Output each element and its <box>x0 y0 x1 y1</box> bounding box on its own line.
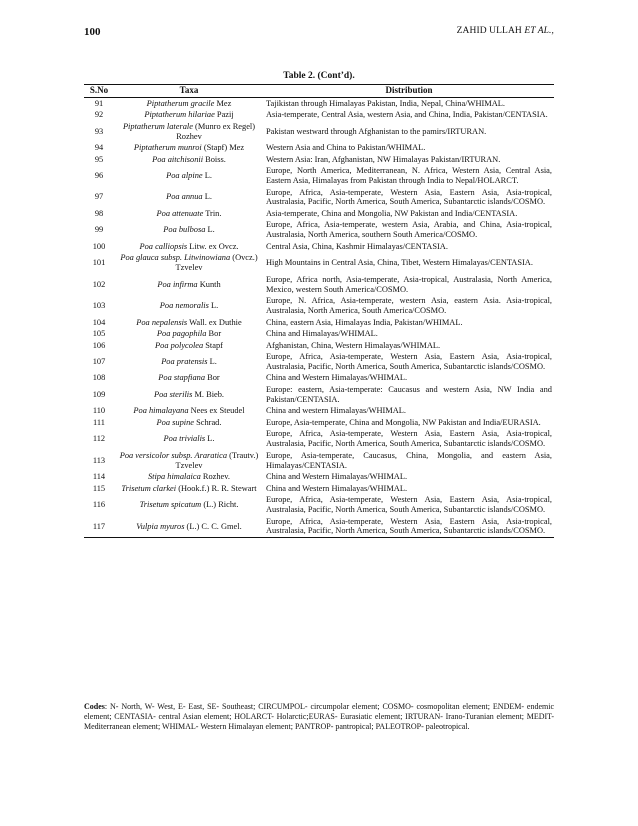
taxon-binomial: Poa himalayana <box>133 406 189 416</box>
taxon-name <box>114 154 264 166</box>
codes-text: : N- North, W- West, E- East, SE- Southeast; CIRCUMPOL- circumpolar element; COSMO- cosmopolitan element; ENDEM- endemic element; CENTASIA- central Asian element; HOLARCT- Holarctic;EURAS- Eurasiatic element; IRTURAN- Irano-Turanian element; MEDIT- Mediterranean element; WHIMAL- Western Himalayan element; PANTROP- pantropical; PALEOTROP- paleotropical. <box>84 702 554 731</box>
table-row <box>84 483 554 495</box>
taxon-name <box>114 483 264 495</box>
row-number: 109 <box>92 389 106 399</box>
row-number: 97 <box>94 192 104 202</box>
row-number: 108 <box>92 373 106 383</box>
table-row <box>84 154 554 166</box>
table-row <box>84 241 554 253</box>
row-number: 117 <box>84 516 114 538</box>
distribution-text: China and western Himalayas/WHIMAL. <box>266 406 407 416</box>
table-row <box>84 97 554 109</box>
row-number: 93 <box>94 126 104 136</box>
taxon-author: Mez <box>214 98 232 108</box>
taxon-name <box>114 406 264 418</box>
row-number: 114 <box>92 472 106 482</box>
taxon-name <box>114 142 264 154</box>
column-header-taxa: Taxa <box>114 85 264 98</box>
row-number: 107 <box>92 357 106 366</box>
taxon-author: Bor <box>205 373 220 383</box>
table-row <box>84 295 554 316</box>
table-row <box>84 384 554 405</box>
taxon-name <box>114 165 264 186</box>
table-row <box>84 220 554 241</box>
taxon-author: Nees ex Steudel <box>188 406 245 416</box>
table-row <box>84 471 554 483</box>
row-number: 96 <box>94 171 104 181</box>
distribution-text: Western Asia and China to Pakistan/WHIMAL. <box>266 143 426 153</box>
page-number: 100 <box>84 26 101 38</box>
distribution-text: Europe, Africa, Asia-temperate, Western Asia, Eastern Asia, Asia-tropical, Australasia, Pacific, North America, South America, Subantarctic islands/COSMO. <box>266 187 552 207</box>
taxon-binomial: Poa nemoralis <box>159 301 209 311</box>
taxon-author: Wall. ex Duthie <box>187 317 242 327</box>
taxon-author: (Ovcz.) Tzvelev <box>175 253 258 273</box>
taxon-author: Stapf <box>203 340 223 350</box>
distribution-text: Asia-temperate, Central Asia, western Asia, and China, India, Pakistan/CENTASIA. <box>266 110 548 120</box>
taxon-binomial: Stipa himalaica <box>147 472 201 482</box>
table-row <box>84 121 554 142</box>
table-row <box>84 373 554 385</box>
row-number: 113 <box>92 455 106 465</box>
distribution-text: Europe, Africa, Asia-temperate, Western Asia, Eastern Asia, Asia-tropical, Australasia, Pacific, North America, South America, Subantarctic islands/COSMO. <box>266 429 552 449</box>
row-number: 99 <box>94 225 104 235</box>
taxon-name <box>114 471 264 483</box>
taxon-name <box>114 109 264 121</box>
table-row <box>84 450 554 471</box>
table-row <box>84 274 554 295</box>
taxon-binomial: Poa attenuate <box>156 208 204 218</box>
taxon-name <box>114 494 264 515</box>
row-number: 112 <box>92 434 106 444</box>
table-row <box>84 516 554 538</box>
distribution-text: Central Asia, China, Kashmir Himalayas/CENTASIA. <box>266 241 448 251</box>
distribution-text: Europe: eastern, Asia-temperate: Caucasus and western Asia, NW India and Pakistan/CENTASIA. <box>266 384 552 404</box>
taxon-author: L. <box>207 357 217 366</box>
taxon-binomial: Poa annua <box>166 192 203 202</box>
taxon-name <box>114 516 264 538</box>
taxon-author: Boiss. <box>203 154 226 164</box>
taxon-name <box>114 417 264 429</box>
taxon-binomial: Piptatherum laterale <box>122 121 193 131</box>
taxon-name <box>114 351 264 372</box>
taxon-author: Kunth <box>197 279 221 289</box>
distribution-text: China and Western Himalayas/WHIMAL. <box>266 472 408 482</box>
distribution-text: China and Himalayas/WHIMAL. <box>266 329 378 339</box>
row-number: 98 <box>94 208 104 218</box>
taxon-name <box>114 208 264 220</box>
taxon-binomial: Poa nepalensis <box>136 317 188 327</box>
taxon-name <box>114 241 264 253</box>
taxon-name <box>114 384 264 405</box>
taxon-author: (Hook.f.) R. R. Stewart <box>176 483 257 493</box>
taxon-binomial: Poa sterilis <box>153 389 193 399</box>
row-number: 110 <box>92 406 106 416</box>
taxon-author: L. <box>205 225 215 235</box>
distribution-text: Europe, Africa, Asia-temperate, western Asia, Arabia, and China, Asia-tropical, Australasia, North America, southern South America/COSMO. <box>266 220 552 240</box>
taxon-name <box>114 295 264 316</box>
distribution-text: Europe, N. Africa, Asia-temperate, western Asia, eastern Asia. Asia-tropical, Australasia, North America, South America/COSMO. <box>266 296 552 316</box>
table-row <box>84 187 554 208</box>
row-number: 102 <box>92 279 106 289</box>
taxon-author: L. <box>208 301 219 311</box>
taxon-author: (Stapf) Mez <box>201 143 245 153</box>
table-row <box>84 328 554 340</box>
taxon-author: Trin. <box>203 208 222 218</box>
taxon-binomial: Poa pratensis <box>161 357 208 366</box>
taxon-binomial: Piptatherum hilariae <box>144 110 215 120</box>
taxon-author: (Trautv.) Tzvelev <box>175 450 259 470</box>
taxon-name <box>114 450 264 471</box>
column-header-distribution: Distribution <box>264 85 554 98</box>
codes-label: Codes <box>84 702 105 711</box>
row-number: 106 <box>92 340 106 350</box>
table-row <box>84 317 554 329</box>
distribution-text: Europe, Asia-temperate, Caucasus, China, Mongolia, and eastern Asia, Himalayas/CENTASIA. <box>266 450 552 470</box>
taxon-author: Pazij <box>214 110 234 120</box>
taxon-name <box>114 274 264 295</box>
distribution-text: China and Western Himalayas/WHIMAL. <box>266 483 408 493</box>
taxon-name <box>114 340 264 352</box>
table-row <box>84 417 554 429</box>
distribution-text: Europe, Asia-temperate, China and Mongolia, NW Pakistan and India/EURASIA. <box>266 417 541 427</box>
table-row <box>84 494 554 515</box>
distribution-text: Tajikistan through Himalayas Pakistan, India, Nepal, China/WHIMAL. <box>266 98 505 108</box>
taxon-author: L. <box>205 434 215 444</box>
row-number: 94 <box>94 143 104 153</box>
taxon-name <box>114 373 264 385</box>
taxon-binomial: Trisetum clarkei <box>121 483 177 493</box>
table-body <box>84 97 554 537</box>
table-row <box>84 142 554 154</box>
distribution-text: Western Asia: Iran, Afghanistan, NW Himalayas Pakistan/IRTURAN. <box>266 154 501 164</box>
table-row <box>84 109 554 121</box>
taxon-binomial: Poa glauca subsp. Litwinowiana <box>120 253 231 263</box>
taxon-name <box>114 253 264 274</box>
taxon-binomial: Poa infirma <box>157 279 198 289</box>
codes-footnote <box>84 702 554 732</box>
distribution-text: Afghanistan, China, Western Himalayas/WHIMAL. <box>266 340 441 350</box>
distribution-table-section <box>84 70 554 538</box>
taxon-binomial: Poa calliopsis <box>139 241 188 251</box>
taxon-name <box>114 317 264 329</box>
row-number: 92 <box>94 110 104 120</box>
distribution-text: Europe, North America, Mediterranean, N. Africa, Western Asia, Central Asia, Eastern Asia, Himalayas from Pakistan through India to Nepal/HOLARCT. <box>266 166 552 186</box>
distribution-text: China, eastern Asia, Himalayas India, Pakistan/WHIMAL. <box>266 317 463 327</box>
distribution-text: Pakistan westward through Afghanistan to the pamirs/IRTURAN. <box>266 126 487 136</box>
taxon-binomial: Vulpia myuros <box>136 521 185 531</box>
running-head-authors: ZAHID ULLAH <box>456 26 525 36</box>
row-number: 105 <box>92 329 106 339</box>
taxon-author: (Munro ex Regel) Rozhev <box>176 121 256 141</box>
distribution-text: Europe, Africa, Asia-temperate, Western Asia, Eastern Asia, Asia-tropical, Australasia, Pacific, North America, South America, Subantarctic islands/COSMO. <box>266 352 552 371</box>
table-row <box>84 253 554 274</box>
table-row <box>84 165 554 186</box>
taxon-author: (L.) C. C. Gmel. <box>184 521 242 531</box>
table-caption: Table 2. (Cont’d). <box>283 71 355 81</box>
taxon-binomial: Piptatherum gracile <box>146 98 215 108</box>
taxon-author: Schrad. <box>194 417 222 427</box>
distribution-text: Europe, Africa, Asia-temperate, Western Asia, Eastern Asia, Asia-tropical, Australasia, Pacific, North America, South America, Subantarctic islands/COSMO. <box>264 516 554 538</box>
row-number: 116 <box>92 500 106 510</box>
taxon-name <box>114 97 264 109</box>
row-number: 115 <box>92 483 106 493</box>
taxon-binomial: Trisetum spicatum <box>139 500 202 510</box>
taxon-name <box>114 220 264 241</box>
row-number: 100 <box>92 241 106 251</box>
taxon-binomial: Poa pagophila <box>156 329 207 339</box>
taxon-binomial: Poa alpine <box>166 171 203 181</box>
row-number: 101 <box>92 258 106 268</box>
running-head-et-al: ET AL., <box>524 26 554 36</box>
taxon-name <box>114 328 264 340</box>
distribution-text: Europe, Africa north, Asia-temperate, Asia-tropical, Australasia, North America, Mexico, western South America/COSMO. <box>266 274 552 294</box>
distribution-text: China and Western Himalayas/WHIMAL. <box>266 373 408 383</box>
distribution-text: Europe, Africa, Asia-temperate, Western Asia, Eastern Asia, Asia-tropical, Australasia, Pacific, North America, South America, Subantarctic islands/COSMO. <box>266 495 552 515</box>
taxon-binomial: Piptatherum munroi <box>133 143 202 153</box>
taxon-binomial: Poa stapfiana <box>158 373 206 383</box>
taxon-author: Litw. ex Ovcz. <box>187 241 239 251</box>
column-header-sno: S.No <box>84 85 114 98</box>
table-row <box>84 340 554 352</box>
table-row <box>84 351 554 372</box>
taxon-binomial: Poa polycolea <box>155 340 204 350</box>
distribution-table <box>84 84 554 538</box>
row-number: 103 <box>92 301 106 311</box>
taxon-binomial: Poa supine <box>156 417 194 427</box>
taxon-name <box>114 187 264 208</box>
distribution-text: High Mountains in Central Asia, China, Tibet, Western Himalayas/CENTASIA. <box>266 258 533 268</box>
taxon-author: (L.) Richt. <box>201 500 239 510</box>
table-row <box>84 208 554 220</box>
taxon-author: M. Bieb. <box>192 389 225 399</box>
taxon-name <box>114 429 264 450</box>
taxon-name <box>114 121 264 142</box>
row-number: 111 <box>93 417 105 427</box>
taxon-binomial: Poa versicolor subsp. Araratica <box>119 450 228 460</box>
row-number: 95 <box>94 154 104 164</box>
table-row <box>84 406 554 418</box>
taxon-author: Rozhev. <box>200 472 231 482</box>
taxon-binomial: Poa aitchisonii <box>152 154 204 164</box>
table-row <box>84 429 554 450</box>
taxon-author: Bor <box>206 329 222 339</box>
running-head <box>457 26 554 36</box>
taxon-author: L. <box>202 171 212 181</box>
row-number: 91 <box>94 98 104 108</box>
row-number: 104 <box>92 317 106 327</box>
taxon-binomial: Poa bulbosa <box>163 225 206 235</box>
distribution-text: Asia-temperate, China and Mongolia, NW Pakistan and India/CENTASIA. <box>266 208 518 218</box>
table-header-row <box>84 85 554 98</box>
taxon-binomial: Poa trivialis <box>163 434 206 444</box>
page-header <box>84 26 554 40</box>
taxon-author: L. <box>202 192 212 202</box>
